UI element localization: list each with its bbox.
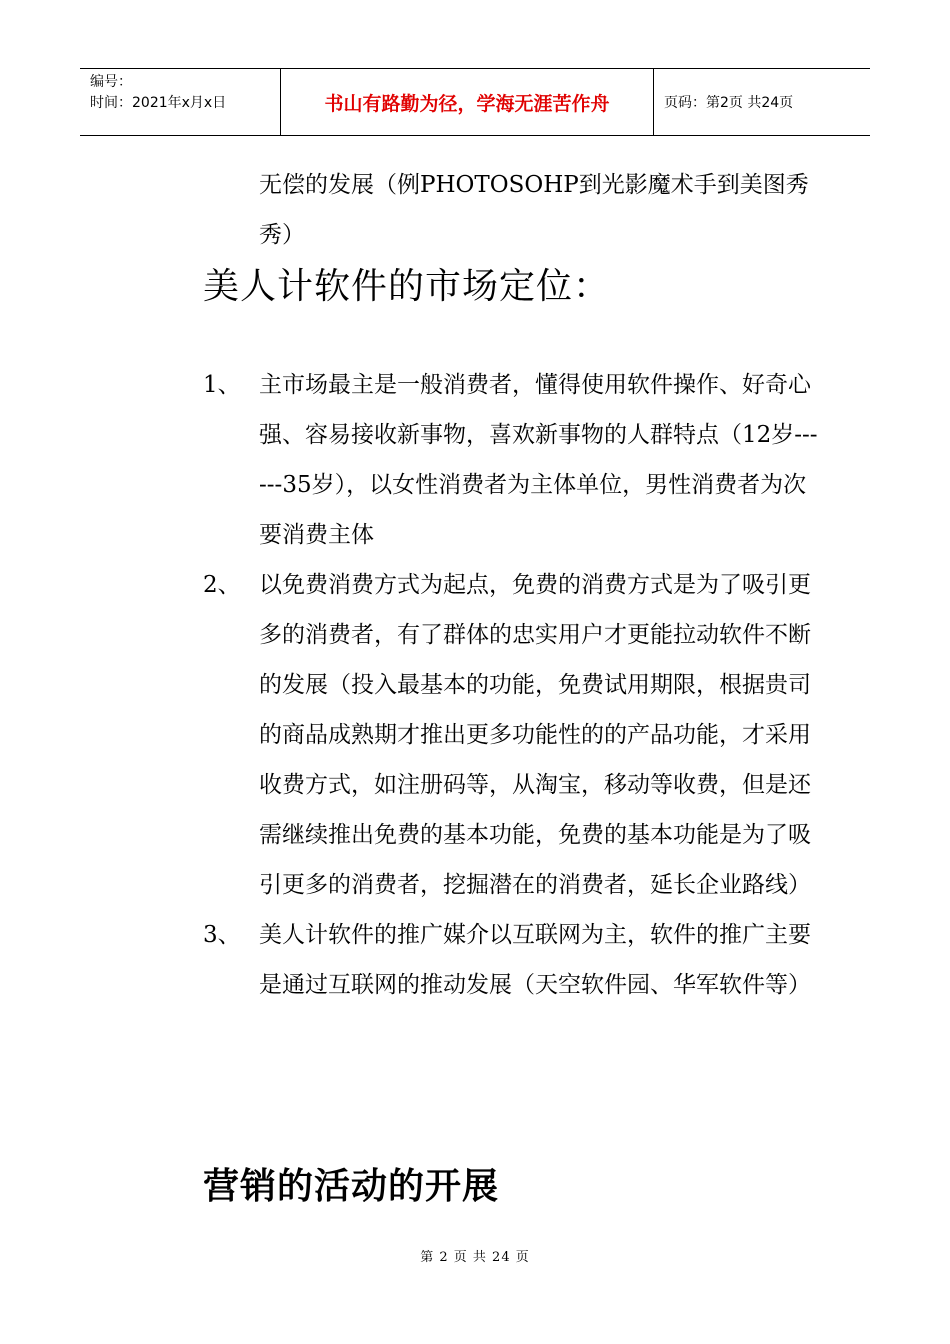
continuation-paragraph: 无偿的发展（例PHOTOSOHP到光影魔术手到美图秀秀） xyxy=(259,172,809,248)
header-motto xyxy=(281,69,654,135)
page-info-text: 页码：第2页 共24页 xyxy=(664,95,794,111)
list-item-number: 1、 xyxy=(203,372,241,398)
header-page-info xyxy=(654,69,870,135)
document-date-label: 时间：2021年x月x日 xyxy=(90,95,227,111)
header-meta xyxy=(80,69,281,135)
document-header xyxy=(80,68,870,136)
section-heading-market-positioning: 美人计软件的市场定位： xyxy=(203,266,611,307)
footer-page-number: 第 2 页 共 24 页 xyxy=(420,1250,530,1265)
page-footer xyxy=(0,1246,950,1265)
market-positioning-list xyxy=(203,360,823,1010)
document-number-label: 编号： xyxy=(90,74,132,90)
list-item-number: 3、 xyxy=(203,922,241,948)
list-item xyxy=(203,910,823,1010)
list-item-text: 美人计软件的推广媒介以互联网为主，软件的推广主要是通过互联网的推动发展（天空软件园、华军软件等） xyxy=(259,922,811,998)
list-item-text: 以免费消费方式为起点，免费的消费方式是为了吸引更多的消费者，有了群体的忠实用户才更能拉动软件不断的发展（投入最基本的功能，免费试用期限，根据贵司的商品成熟期才推出更多功能性的的产品功能，才采用收费方式，如注册码等，从淘宝，移动等收费，但是还需继续推出免费的基本功能，免费的基本功能是为了吸引更多的消费者，挖掘潜在的消费者，延长企业路线） xyxy=(259,572,811,898)
list-item xyxy=(203,560,823,910)
motto-text: 书山有路勤为径，学海无涯苦作舟 xyxy=(324,92,610,115)
list-item-text: 主市场最主是一般消费者，懂得使用软件操作、好奇心强、容易接收新事物，喜欢新事物的人群特点（12岁------35岁），以女性消费者为主体单位，男性消费者为次要消费主体 xyxy=(259,372,818,548)
section-heading-marketing-activities: 营销的活动的开展 xyxy=(203,1166,500,1207)
list-item xyxy=(203,360,823,560)
list-item-number: 2、 xyxy=(203,572,241,598)
